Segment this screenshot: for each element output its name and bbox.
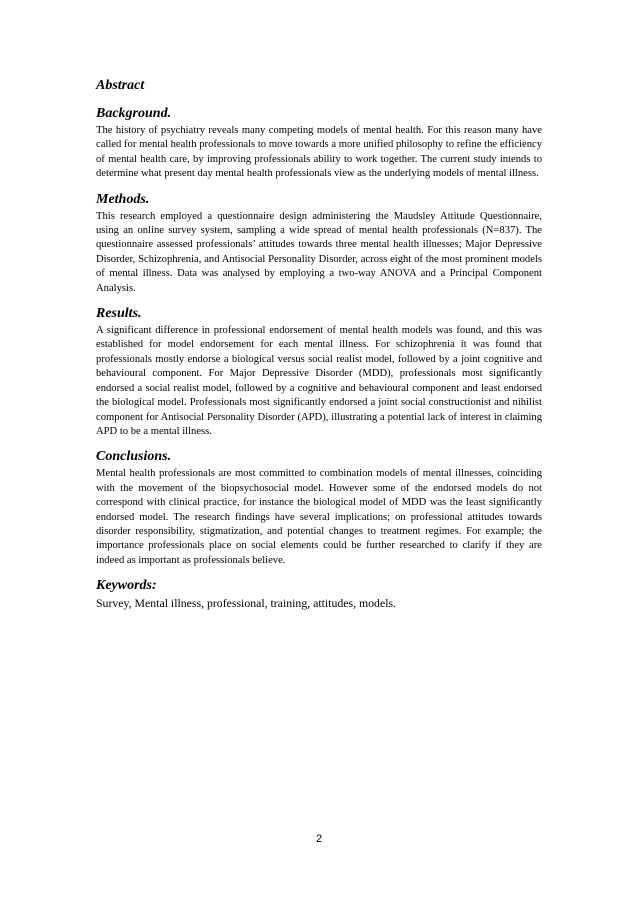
- section-body: The history of psychiatry reveals many competing models of mental health. For this reason many have called for mental health professionals to move towards a more unified philosophy to refine the efficiency of mental health care, by improving professionals ability to work together. The current study intends to determine what present day mental health professionals view as the underlying models of mental illness.: [96, 125, 542, 180]
- keywords-body: Survey, Mental illness, professional, training, attitudes, models.: [96, 596, 397, 611]
- section-heading: Methods.: [96, 191, 150, 207]
- section-keywords: [96, 578, 542, 610]
- abstract-title: Abstract: [96, 78, 145, 93]
- page-number: 2: [315, 833, 323, 845]
- abstract-content: [96, 78, 542, 620]
- section-body: Mental health professionals are most committed to combination models of mental illnesses, coinciding with the movement of the biopsychosocial model. However some of the endorsed models do not correspond with clinical practice, for instance the biological model of MDD was the least significantly endorsed model. The research findings have several implications; on professional attitudes towards disorder responsibility, stigmatization, and potential changes to treatment regimes. For example; the importance professionals place on social elements could be further researched to clarify if they are indeed as important as professionals believe.: [96, 468, 542, 566]
- keywords-heading: Keywords:: [96, 578, 157, 594]
- section-heading: Results.: [96, 306, 142, 322]
- section-background: [96, 106, 542, 182]
- section-heading: Conclusions.: [96, 449, 172, 465]
- section-results: [96, 306, 542, 439]
- section-body: A significant difference in professional endorsement of mental health models was found, and this was established for model endorsement for each mental illness. For schizophrenia it was found that professionals mostly endorse a biological versus social realist model, followed by a joint cognitive and behavioural component. For Major Depressive Disorder (MDD), professionals most significantly endorsed a social realist model, followed by a cognitive and behavioural component and least endorsed the biological model. Professionals most significantly endorsed a joint social constructionist and nihilist component for Antisocial Personality Disorder (APD), illustrating a potential lack of interest in claiming APD to be a mental illness.: [96, 325, 542, 437]
- section-conclusions: [96, 449, 542, 568]
- section-heading: Background.: [96, 106, 172, 121]
- section-methods: [96, 192, 542, 296]
- section-body: This research employed a questionnaire design administering the Maudsley Attitude Questionnaire, using an online survey system, sampling a wide spread of mental health professionals (N=837). The questionnaire assessed professionals’ attitudes towards three mental health illnesses; Major Depressive Disorder, Schizophrenia, and Antisocial Personality Disorder, across eight of the most prominent models of mental illness. Data was analysed by employing a two-way ANOVA and a Principal Component Analysis.: [96, 210, 542, 294]
